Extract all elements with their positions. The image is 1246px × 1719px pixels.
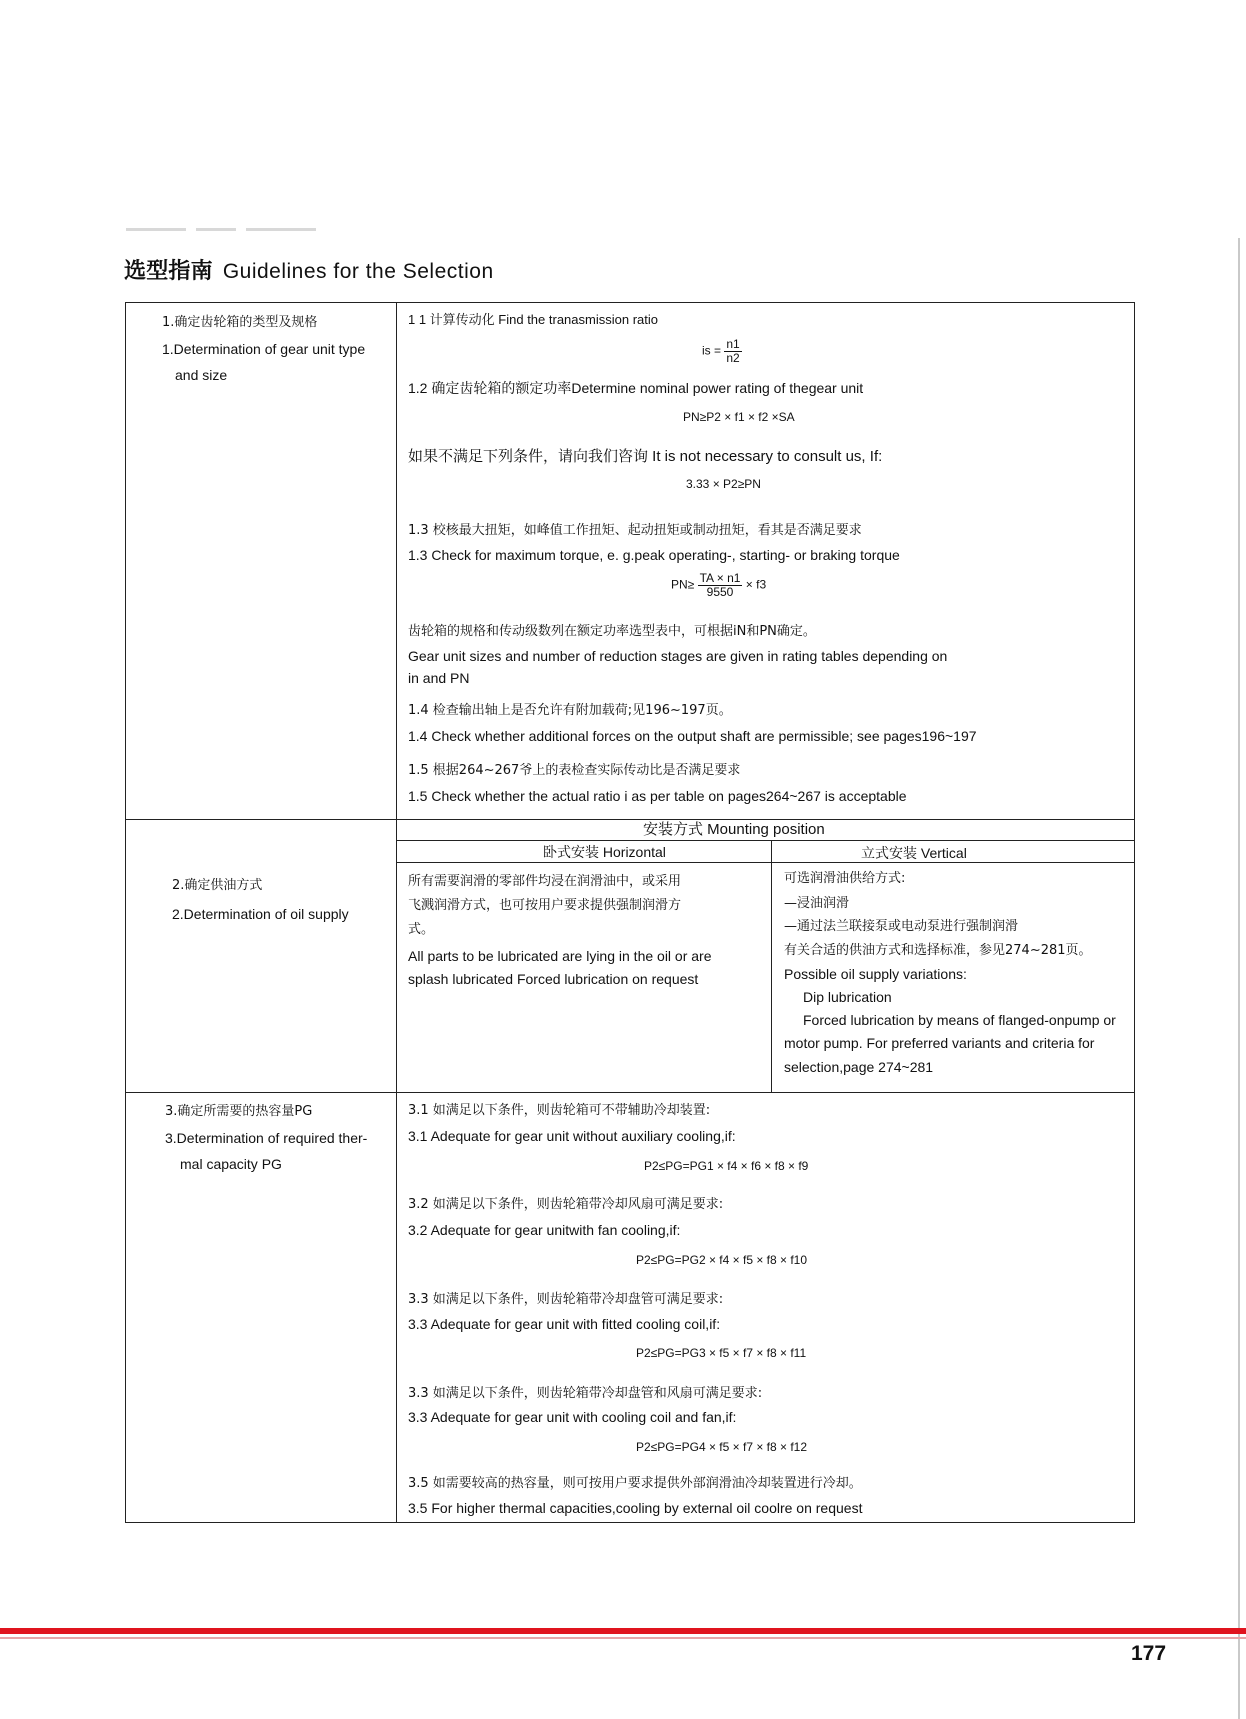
table-left-column-divider: [396, 302, 397, 1523]
vertical-text-cn2: —浸油润滑: [784, 896, 850, 911]
step-1-3-en: 1.3 Check for maximum torque, e. g.peak operating-, starting- or braking torque: [408, 547, 900, 563]
step-3-3-en: 3.3 Adequate for gear unit with fitted cooling coil,if:: [408, 1316, 721, 1332]
footer-thin-bar: [0, 1637, 1246, 1639]
torque-formula-rhs: × f3: [745, 577, 767, 592]
page-title: [124, 254, 494, 285]
vertical-text-en5: selection,page 274~281: [784, 1059, 934, 1075]
step-3-2-cn: 3.2 如满足以下条件，则齿轮箱带冷却风扇可满足要求:: [408, 1197, 724, 1212]
ratio-formula-lhs: is =: [702, 343, 722, 358]
consult-note: 如果不满足下列条件，请向我们咨询 It is not necessary to consult us, If:: [408, 448, 883, 465]
faint-header-mark: [126, 228, 336, 236]
step-3-5-cn: 3.5 如需要较高的热容量，则可按用户要求提供外部润滑油冷却装置进行冷却。: [408, 1476, 862, 1491]
horizontal-header: 卧式安装 Horizontal: [543, 844, 666, 860]
ratio-formula: [702, 338, 742, 365]
step-1-5-en: 1.5 Check whether the actual ratio i as per table on pages264~267 is acceptable: [408, 788, 907, 804]
vertical-header: 立式安装 Vertical: [861, 845, 967, 861]
mounting-position-header: 安装方式 Mounting position: [643, 821, 825, 838]
mounting-subheader-divider: [396, 862, 1135, 863]
ratio-fraction: [724, 338, 741, 365]
horizontal-text-en1: All parts to be lubricated are lying in the oil or are: [408, 948, 712, 964]
consult-formula: 3.33 × P2≥PN: [686, 477, 761, 491]
torque-numerator: TA × n1: [699, 571, 741, 585]
mounting-column-divider: [771, 840, 772, 1092]
step-1-4-en: 1.4 Check whether additional forces on the output shaft are permissible; see pages196~197: [408, 728, 977, 744]
step-1-3-cn: 1.3 校核最大扭矩，如峰值工作扭矩、起动扭矩或制动扭矩，看其是否满足要求: [408, 523, 862, 538]
page-number: 177: [1131, 1642, 1167, 1665]
row-divider-1: [125, 819, 1135, 820]
section3-left-cn: 3.确定所需要的热容量PG: [165, 1104, 313, 1119]
step-3-5-en: 3.5 For higher thermal capacities,cooling by external oil coolre on request: [408, 1500, 863, 1516]
rating-note-cn: 齿轮箱的规格和传动级数列在额定功率选型表中，可根据iN和PN确定。: [408, 624, 816, 639]
step-3-4-cn: 3.3 如满足以下条件，则齿轮箱带冷却盘管和风扇可满足要求:: [408, 1386, 763, 1401]
step-1-1: 1 1 计算传动化 Find the tranasmission ratio: [408, 312, 658, 327]
torque-formula-lhs: PN≥: [671, 577, 695, 592]
ratio-denominator: n2: [726, 351, 740, 365]
step-3-2-en: 3.2 Adequate for gear unitwith fan cooling,if:: [408, 1222, 681, 1238]
thermal-formula-1: P2≤PG=PG1 × f4 × f6 × f8 × f9: [644, 1159, 809, 1173]
page-title-en: Guidelines for the Selection: [222, 260, 494, 283]
torque-fraction: [698, 572, 743, 599]
thermal-formula-2: P2≤PG=PG2 × f4 × f5 × f8 × f10: [636, 1253, 808, 1267]
step-3-4-en: 3.3 Adequate for gear unit with cooling coil and fan,if:: [408, 1409, 737, 1425]
mounting-header-divider: [396, 840, 1135, 841]
vertical-text-en1: Possible oil supply variations:: [784, 966, 967, 982]
section2-left-en: 2.Determination of oil supply: [172, 906, 349, 922]
step-3-1-cn: 3.1 如满足以下条件，则齿轮箱可不带辅助冷却装置:: [408, 1103, 711, 1118]
vertical-text-en2: Dip lubrication: [803, 989, 892, 1005]
footer-red-bar: [0, 1628, 1246, 1634]
horizontal-text-cn2: 飞溅润滑方式，也可按用户要求提供强制润滑方: [408, 898, 682, 913]
vertical-text-cn4: 有关合适的供油方式和选择标准，参见274~281页。: [784, 943, 1092, 958]
page-edge-rule: [1238, 238, 1240, 1719]
power-formula: PN≥P2 × f1 × f2 ×SA: [683, 410, 795, 424]
section1-left-en2: and size: [175, 367, 228, 383]
section3-left-en1: 3.Determination of required ther-: [165, 1130, 368, 1146]
vertical-text-cn3: —通过法兰联接泵或电动泵进行强制润滑: [784, 919, 1019, 934]
thermal-formula-3: P2≤PG=PG3 × f5 × f7 × f8 × f11: [636, 1346, 807, 1360]
section1-left-cn: 1.确定齿轮箱的类型及规格: [162, 315, 318, 330]
torque-formula: [671, 572, 766, 599]
section3-left-en2: mal capacity PG: [180, 1156, 282, 1172]
step-3-1-en: 3.1 Adequate for gear unit without auxiliary cooling,if:: [408, 1128, 736, 1144]
vertical-text-en4: motor pump. For preferred variants and criteria for: [784, 1035, 1095, 1051]
rating-note-en2: in and PN: [408, 670, 470, 686]
row-divider-2: [125, 1092, 1135, 1093]
vertical-text-cn1: 可选润滑油供给方式:: [784, 871, 906, 886]
horizontal-text-cn3: 式。: [408, 922, 435, 937]
horizontal-text-cn1: 所有需要润滑的零部件均浸在润滑油中，或采用: [408, 874, 682, 889]
step-1-2: 1.2 确定齿轮箱的额定功率Determine nominal power rating of thegear unit: [408, 380, 864, 396]
vertical-text-en3: Forced lubrication by means of flanged-onpump or: [803, 1012, 1116, 1028]
page-title-cn: 选型指南: [124, 259, 213, 284]
torque-denominator: 9550: [706, 585, 734, 599]
thermal-formula-4: P2≤PG=PG4 × f5 × f7 × f8 × f12: [636, 1440, 808, 1454]
rating-note-en1: Gear unit sizes and number of reduction stages are given in rating tables depending on: [408, 648, 948, 664]
step-3-3-cn: 3.3 如满足以下条件，则齿轮箱带冷却盘管可满足要求:: [408, 1292, 724, 1307]
step-1-5-cn: 1.5 根据264~267爷上的表检查实际传动比是否满足要求: [408, 763, 741, 778]
section1-left-en1: 1.Determination of gear unit type: [162, 341, 366, 357]
section2-left-cn: 2.确定供油方式: [172, 878, 263, 893]
step-1-4-cn: 1.4 检查输出轴上是否允许有附加载荷;见196~197页。: [408, 703, 732, 718]
horizontal-text-en2: splash lubricated Forced lubrication on request: [408, 971, 699, 987]
ratio-numerator: n1: [726, 337, 740, 351]
